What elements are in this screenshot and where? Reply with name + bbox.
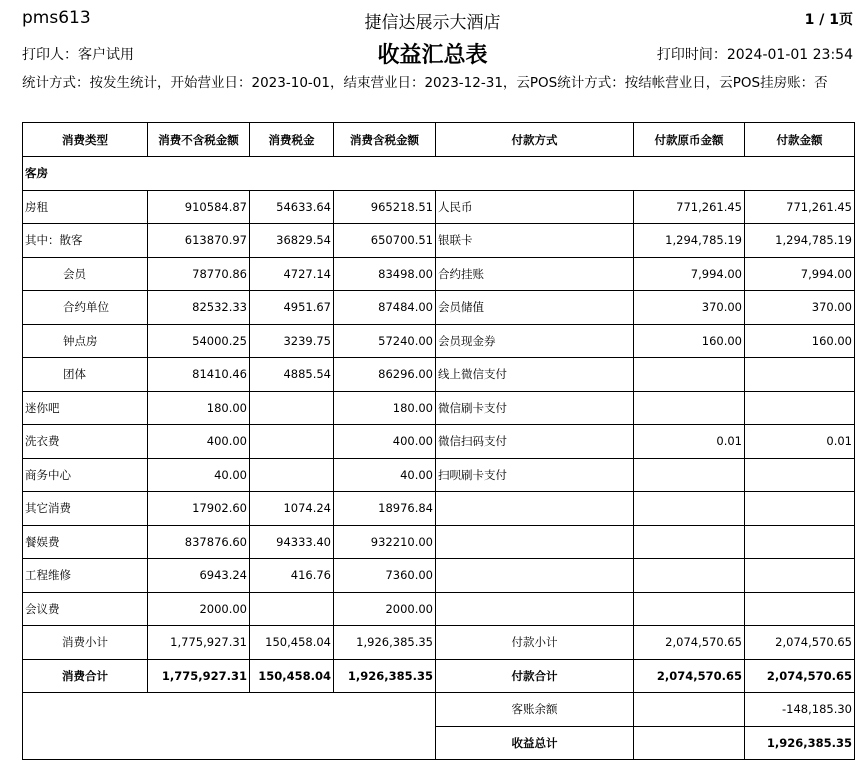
table-cell: [634, 693, 745, 727]
payment-method: 扫呗刷卡支付: [436, 458, 634, 492]
tax-amount: 416.76: [250, 559, 334, 593]
pre-tax-amount: 2000.00: [148, 592, 250, 626]
tax-amount: [250, 425, 334, 459]
payment-original-amount: [634, 525, 745, 559]
balance-label: 客账余额: [436, 693, 634, 727]
table-cell: [634, 726, 745, 760]
payment-amount: 160.00: [745, 324, 855, 358]
table-row: [23, 525, 855, 559]
printer-info: 打印人：客户试用: [22, 47, 134, 63]
consumption-type: 合约单位: [23, 291, 148, 325]
column-header: 付款原币金额: [634, 123, 745, 157]
with-tax-amount: 86296.00: [334, 358, 436, 392]
column-header: 付款金额: [745, 123, 855, 157]
payment-method: 线上微信支付: [436, 358, 634, 392]
pre-tax-amount: 910584.87: [148, 190, 250, 224]
subtotal-row: [23, 626, 855, 660]
payment-total-original: 2,074,570.65: [634, 659, 745, 693]
payment-method: [436, 592, 634, 626]
with-tax-amount: 57240.00: [334, 324, 436, 358]
payment-method: 会员储值: [436, 291, 634, 325]
table-row: [23, 257, 855, 291]
consumption-type: 团体: [23, 358, 148, 392]
tax-amount: [250, 592, 334, 626]
with-tax-amount: 180.00: [334, 391, 436, 425]
revenue-total-amount: 1,926,385.35: [745, 726, 855, 760]
pre-tax-amount: 17902.60: [148, 492, 250, 526]
table-row: [23, 391, 855, 425]
with-tax-amount: 7360.00: [334, 559, 436, 593]
pre-tax-amount: 54000.25: [148, 324, 250, 358]
total-row: [23, 659, 855, 693]
table-row: [23, 492, 855, 526]
payment-method: [436, 525, 634, 559]
column-header: 消费税金: [250, 123, 334, 157]
balance-row: [23, 693, 855, 727]
total-label: 消费合计: [23, 659, 148, 693]
tax-amount: 1074.24: [250, 492, 334, 526]
payment-total-amount: 2,074,570.65: [745, 659, 855, 693]
payment-amount: 0.01: [745, 425, 855, 459]
tax-amount: 4885.54: [250, 358, 334, 392]
subtotal-pre-tax: 1,775,927.31: [148, 626, 250, 660]
payment-original-amount: 1,294,785.19: [634, 224, 745, 258]
with-tax-amount: 18976.84: [334, 492, 436, 526]
total-tax: 150,458.04: [250, 659, 334, 693]
page-info: 1 / 1页: [804, 12, 853, 28]
payment-method: 人民币: [436, 190, 634, 224]
tax-amount: 4951.67: [250, 291, 334, 325]
tax-amount: 4727.14: [250, 257, 334, 291]
pre-tax-amount: 40.00: [148, 458, 250, 492]
consumption-type: 迷你吧: [23, 391, 148, 425]
pre-tax-amount: 78770.86: [148, 257, 250, 291]
payment-amount: 1,294,785.19: [745, 224, 855, 258]
with-tax-amount: 40.00: [334, 458, 436, 492]
section-label: 客房: [23, 157, 855, 191]
pre-tax-amount: 81410.46: [148, 358, 250, 392]
payment-amount: [745, 492, 855, 526]
payment-method: [436, 559, 634, 593]
table-row: [23, 224, 855, 258]
hotel-name: 捷信达展示大酒店: [364, 13, 501, 33]
payment-original-amount: [634, 559, 745, 593]
payment-subtotal-original: 2,074,570.65: [634, 626, 745, 660]
tax-amount: [250, 458, 334, 492]
consumption-type: 会议费: [23, 592, 148, 626]
payment-amount: 771,261.45: [745, 190, 855, 224]
payment-amount: 370.00: [745, 291, 855, 325]
report-title: 收益汇总表: [377, 43, 488, 68]
print-time: 打印时间：2024-01-01 23:54: [656, 47, 853, 63]
payment-amount: [745, 391, 855, 425]
pre-tax-amount: 400.00: [148, 425, 250, 459]
with-tax-amount: 932210.00: [334, 525, 436, 559]
consumption-type: 房租: [23, 190, 148, 224]
with-tax-amount: 2000.00: [334, 592, 436, 626]
subtotal-label: 消费小计: [23, 626, 148, 660]
consumption-type: 钟点房: [23, 324, 148, 358]
payment-method: 微信扫码支付: [436, 425, 634, 459]
pre-tax-amount: 82532.33: [148, 291, 250, 325]
table-row: [23, 458, 855, 492]
payment-total-label: 付款合计: [436, 659, 634, 693]
with-tax-amount: 400.00: [334, 425, 436, 459]
subtotal-tax: 150,458.04: [250, 626, 334, 660]
payment-original-amount: 160.00: [634, 324, 745, 358]
column-header: 付款方式: [436, 123, 634, 157]
consumption-type: 会员: [23, 257, 148, 291]
table-row: [23, 559, 855, 593]
payment-amount: [745, 525, 855, 559]
tax-amount: 3239.75: [250, 324, 334, 358]
consumption-type: 餐娱费: [23, 525, 148, 559]
payment-original-amount: [634, 592, 745, 626]
column-header: 消费不含税金额: [148, 123, 250, 157]
revenue-total-label: 收益总计: [436, 726, 634, 760]
payment-method: 会员现金券: [436, 324, 634, 358]
table-row: [23, 425, 855, 459]
column-header: 消费含税金额: [334, 123, 436, 157]
table-header-row: [23, 123, 855, 157]
consumption-type: 其中：散客: [23, 224, 148, 258]
revenue-summary-table: [22, 122, 855, 760]
table-row: [23, 190, 855, 224]
payment-original-amount: 370.00: [634, 291, 745, 325]
payment-original-amount: 771,261.45: [634, 190, 745, 224]
payment-amount: [745, 458, 855, 492]
balance-amount: -148,185.30: [745, 693, 855, 727]
stat-method: 统计方式：按发生统计，开始营业日：2023-10-01，结束营业日：2023-12-31，云POS统计方式：按结帐营业日，云POS挂房账：否: [22, 75, 828, 91]
blank-area: [23, 693, 436, 760]
tax-amount: 94333.40: [250, 525, 334, 559]
section-row: [23, 157, 855, 191]
table-row: [23, 291, 855, 325]
payment-original-amount: 7,994.00: [634, 257, 745, 291]
total-pre-tax: 1,775,927.31: [148, 659, 250, 693]
payment-method: 微信刷卡支付: [436, 391, 634, 425]
consumption-type: 工程维修: [23, 559, 148, 593]
system-code: pms613: [22, 8, 91, 28]
with-tax-amount: 965218.51: [334, 190, 436, 224]
payment-amount: 7,994.00: [745, 257, 855, 291]
column-header: 消费类型: [23, 123, 148, 157]
tax-amount: [250, 391, 334, 425]
table-row: [23, 592, 855, 626]
consumption-type: 洗衣费: [23, 425, 148, 459]
payment-original-amount: [634, 391, 745, 425]
payment-subtotal-amount: 2,074,570.65: [745, 626, 855, 660]
total-with-tax: 1,926,385.35: [334, 659, 436, 693]
payment-method: [436, 492, 634, 526]
pre-tax-amount: 837876.60: [148, 525, 250, 559]
with-tax-amount: 87484.00: [334, 291, 436, 325]
consumption-type: 其它消费: [23, 492, 148, 526]
payment-subtotal-label: 付款小计: [436, 626, 634, 660]
table-row: [23, 358, 855, 392]
pre-tax-amount: 6943.24: [148, 559, 250, 593]
consumption-type: 商务中心: [23, 458, 148, 492]
subtotal-with-tax: 1,926,385.35: [334, 626, 436, 660]
payment-original-amount: [634, 458, 745, 492]
tax-amount: 36829.54: [250, 224, 334, 258]
payment-method: 合约挂账: [436, 257, 634, 291]
with-tax-amount: 83498.00: [334, 257, 436, 291]
tax-amount: 54633.64: [250, 190, 334, 224]
payment-original-amount: [634, 358, 745, 392]
table-row: [23, 324, 855, 358]
payment-amount: [745, 559, 855, 593]
payment-method: 银联卡: [436, 224, 634, 258]
payment-original-amount: [634, 492, 745, 526]
payment-original-amount: 0.01: [634, 425, 745, 459]
pre-tax-amount: 180.00: [148, 391, 250, 425]
with-tax-amount: 650700.51: [334, 224, 436, 258]
payment-amount: [745, 358, 855, 392]
pre-tax-amount: 613870.97: [148, 224, 250, 258]
payment-amount: [745, 592, 855, 626]
